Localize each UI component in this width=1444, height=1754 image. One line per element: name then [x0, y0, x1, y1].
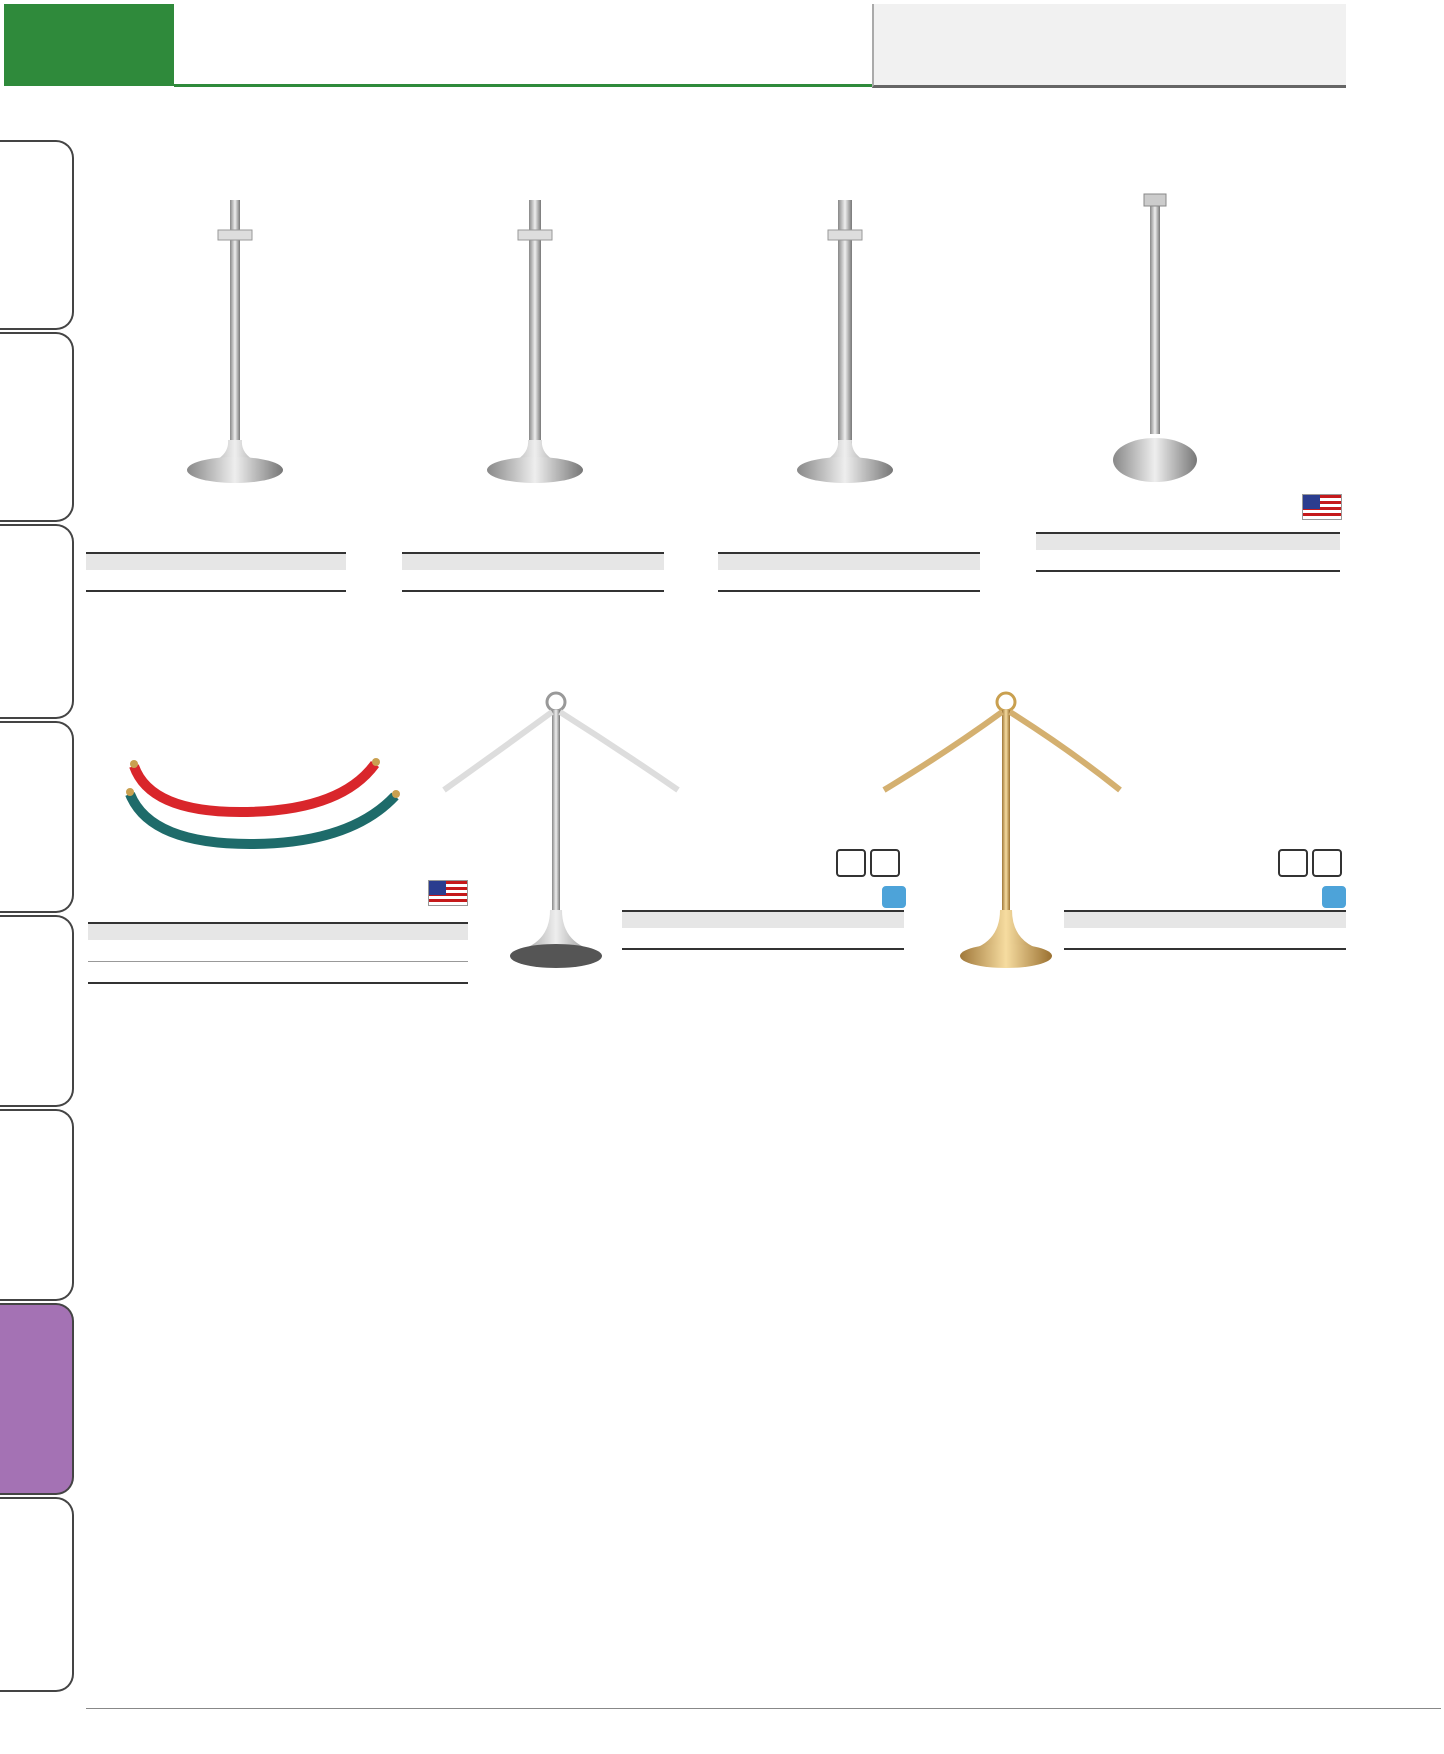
t4-icon	[882, 886, 906, 908]
table-row	[88, 962, 468, 984]
side-tab-76[interactable]	[0, 721, 74, 913]
order-note	[872, 4, 1346, 88]
product-table	[402, 552, 664, 592]
direct-icon	[870, 849, 900, 877]
rope-image	[120, 752, 400, 862]
stanchion-image	[470, 190, 600, 490]
product-name	[718, 504, 738, 552]
table-row	[718, 570, 980, 592]
pole-table	[622, 910, 904, 950]
table-row	[402, 570, 664, 592]
usa-flag-icon	[1302, 494, 1342, 520]
product-table	[86, 552, 346, 592]
header-rule	[174, 84, 874, 87]
table-row	[86, 570, 346, 592]
stanchion-image	[780, 190, 910, 490]
pole-table	[1064, 910, 1346, 950]
t4-icon	[1322, 886, 1346, 908]
phone-icon	[836, 849, 866, 877]
side-tab-78[interactable]	[0, 1109, 74, 1301]
table-row	[1036, 550, 1340, 572]
direct-icon	[1312, 849, 1342, 877]
side-tab-74[interactable]	[0, 332, 74, 522]
page-number	[4, 4, 174, 86]
table-row	[88, 940, 468, 962]
rope-table	[88, 922, 468, 984]
side-tab-77[interactable]	[0, 915, 74, 1107]
product-name	[402, 504, 422, 552]
stanchion-image	[1100, 190, 1210, 490]
side-tab-73[interactable]	[0, 140, 74, 330]
side-tab-72[interactable]	[0, 1497, 74, 1692]
side-tab-79[interactable]	[0, 1303, 74, 1495]
table-row	[622, 928, 904, 950]
footer-rule	[86, 1708, 1441, 1709]
product-name	[86, 504, 106, 552]
phone-icon	[1278, 849, 1308, 877]
side-tab-75[interactable]	[0, 524, 74, 719]
table-row	[1064, 928, 1346, 950]
product-table	[718, 552, 980, 592]
product-table	[1036, 532, 1340, 572]
stanchion-image	[170, 190, 300, 490]
